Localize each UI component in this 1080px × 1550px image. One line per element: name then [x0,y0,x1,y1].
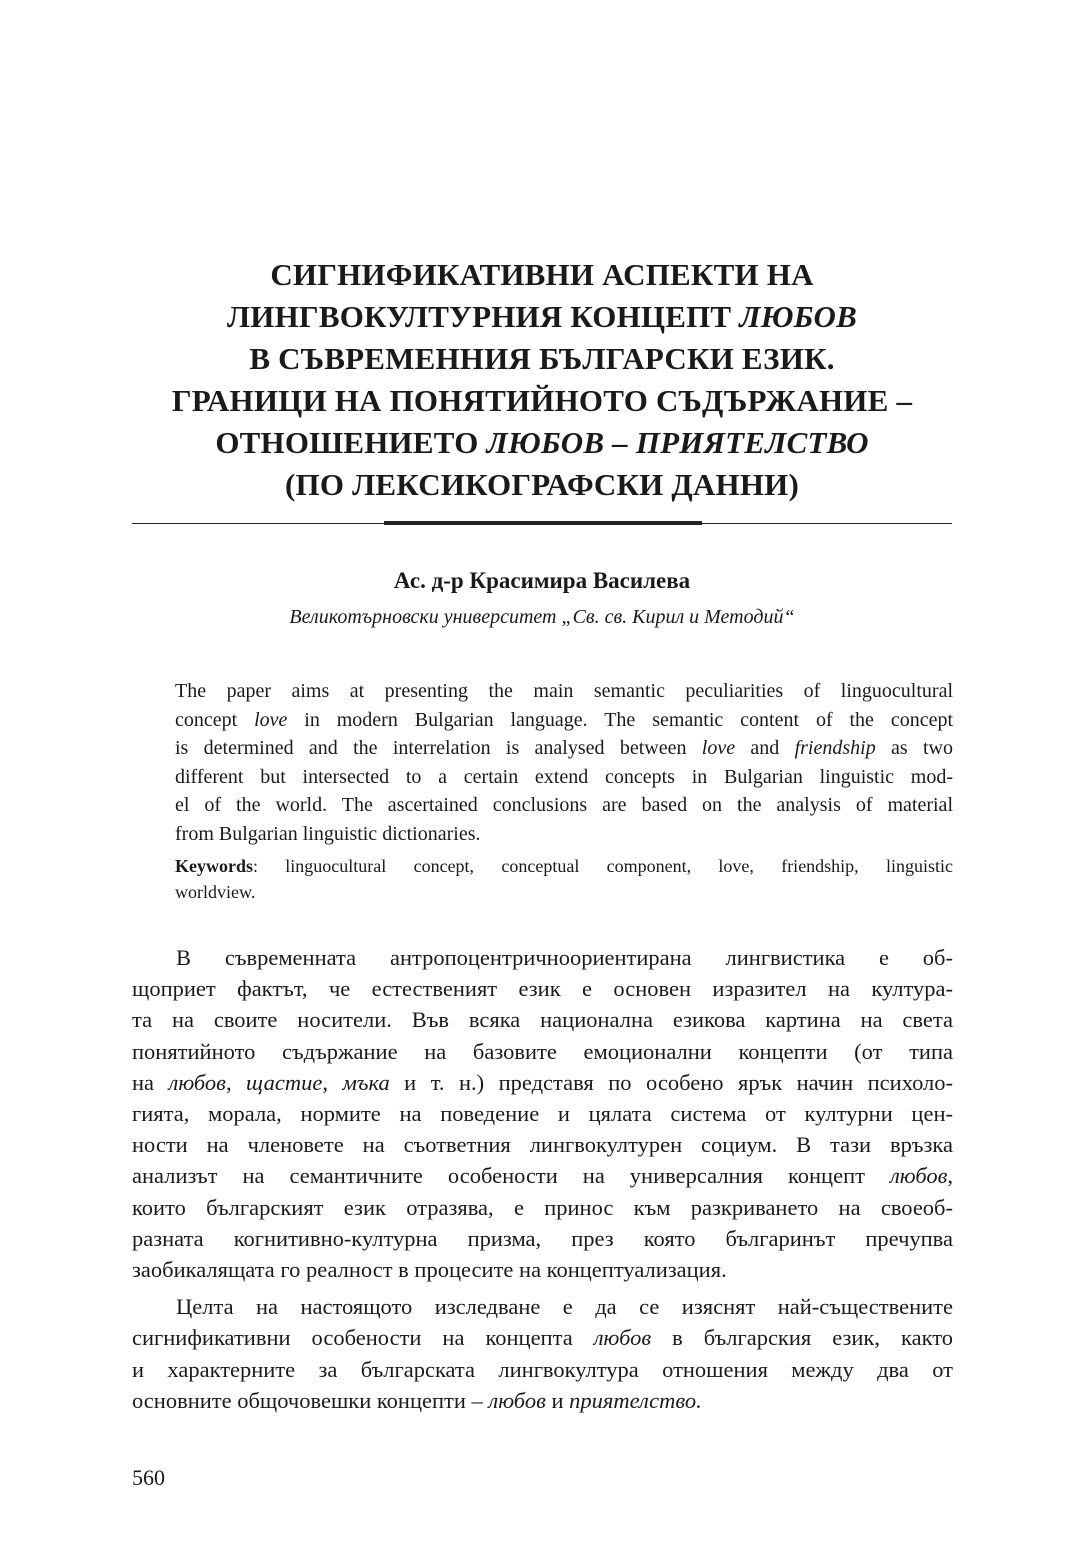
body-line: анализът на семантичните особености на универсалния концепт любов, [132,1163,953,1189]
abstract-line: The paper aims at presenting the main semantic peculiarities of linguocultural [175,680,953,702]
title-divider-thick [384,521,702,525]
body-line: понятийното съдържание на базовите емоционални концепти (от типа [132,1038,953,1064]
title-italic-term: ЛЮБОВ – ПРИЯТЕЛСТВО [486,425,869,460]
abstract-line: concept love in modern Bulgarian language. The semantic content of the concept [175,708,954,731]
title-line: СИГНИФИКАТИВНИ АСПЕКТИ НА [270,257,814,292]
body-line: В съвременната антропоцентричноориентирана лингвистика е об- [176,945,953,970]
paragraph-2 [132,1291,953,1416]
author-name: Ас. д-р Красимира Василева [393,568,691,593]
abstract-line: from Bulgarian linguistic dictionaries. [175,822,481,845]
body-line: гията, морала, нормите на поведение и цялата система от културни цен- [132,1101,953,1127]
body-line: заобикалящата го реалност в процесите на концептуализация. [132,1257,727,1283]
title-line: В СЪВРЕМЕННИЯ БЪЛГАРСКИ ЕЗИК. [249,341,835,376]
body-line: които българският език отразява, е принос към разкриването на своеоб- [132,1194,953,1220]
paragraph-1 [132,942,953,1285]
body-text [132,942,953,1416]
abstract-line: different but intersected to a certain extend concepts in Bulgarian linguistic mod- [175,765,953,788]
body-line: на любов, щастие, мъка и т. н.) представя по особено ярък начин психоло- [132,1069,954,1095]
title-italic-term: ЛЮБОВ [739,299,857,334]
body-line: разната когнитивно-културна призма, през която българинът пречупва [132,1225,953,1251]
body-line: та на своите носители. Във всяка национална езикова картина на света [132,1007,953,1033]
author-affiliation: Великотърновски университет „Св. св. Кирил и Методий“ [289,606,795,628]
abstract [175,677,953,848]
body-line: основните общочовешки концепти – любов и приятелство. [132,1387,702,1413]
article-title [132,254,952,506]
body-line: Целта на настоящото изследване е да се изяснят най-съществените [176,1294,953,1320]
keywords [175,853,953,905]
page-number: 560 [132,1465,165,1490]
keywords-label: Keywords [175,856,253,876]
title-line: (ПО ЛЕКСИКОГРАФСКИ ДАННИ) [285,467,799,502]
title-line: ЛИНГВОКУЛТУРНИЯ КОНЦЕПТ ЛЮБОВ [226,299,857,334]
abstract-line: el of the world. The ascertained conclusions are based on the analysis of material [175,794,953,816]
title-line: ОТНОШЕНИЕТО ЛЮБОВ – ПРИЯТЕЛСТВО [215,425,869,460]
body-line: щоприет фактът, че естественият език е основен изразител на култура- [132,976,953,1002]
body-line: ности на членовете на съответния лингвокултурен социум. В тази връзка [132,1132,953,1158]
abstract-line: is determined and the interrelation is analysed between love and friendship as two [175,737,953,759]
keywords-line: Keywords: linguocultural concept, conceptual component, love, friendship, linguistic [175,856,953,876]
title-line: ГРАНИЦИ НА ПОНЯТИЙНОТО СЪДЪРЖАНИЕ – [171,383,913,418]
keywords-line: worldview. [175,882,256,902]
body-line: и характерните за българската лингвокултура отношения между два от [132,1356,953,1382]
body-line: сигнификативни особености на концепта любов в българския език, както [132,1325,953,1351]
